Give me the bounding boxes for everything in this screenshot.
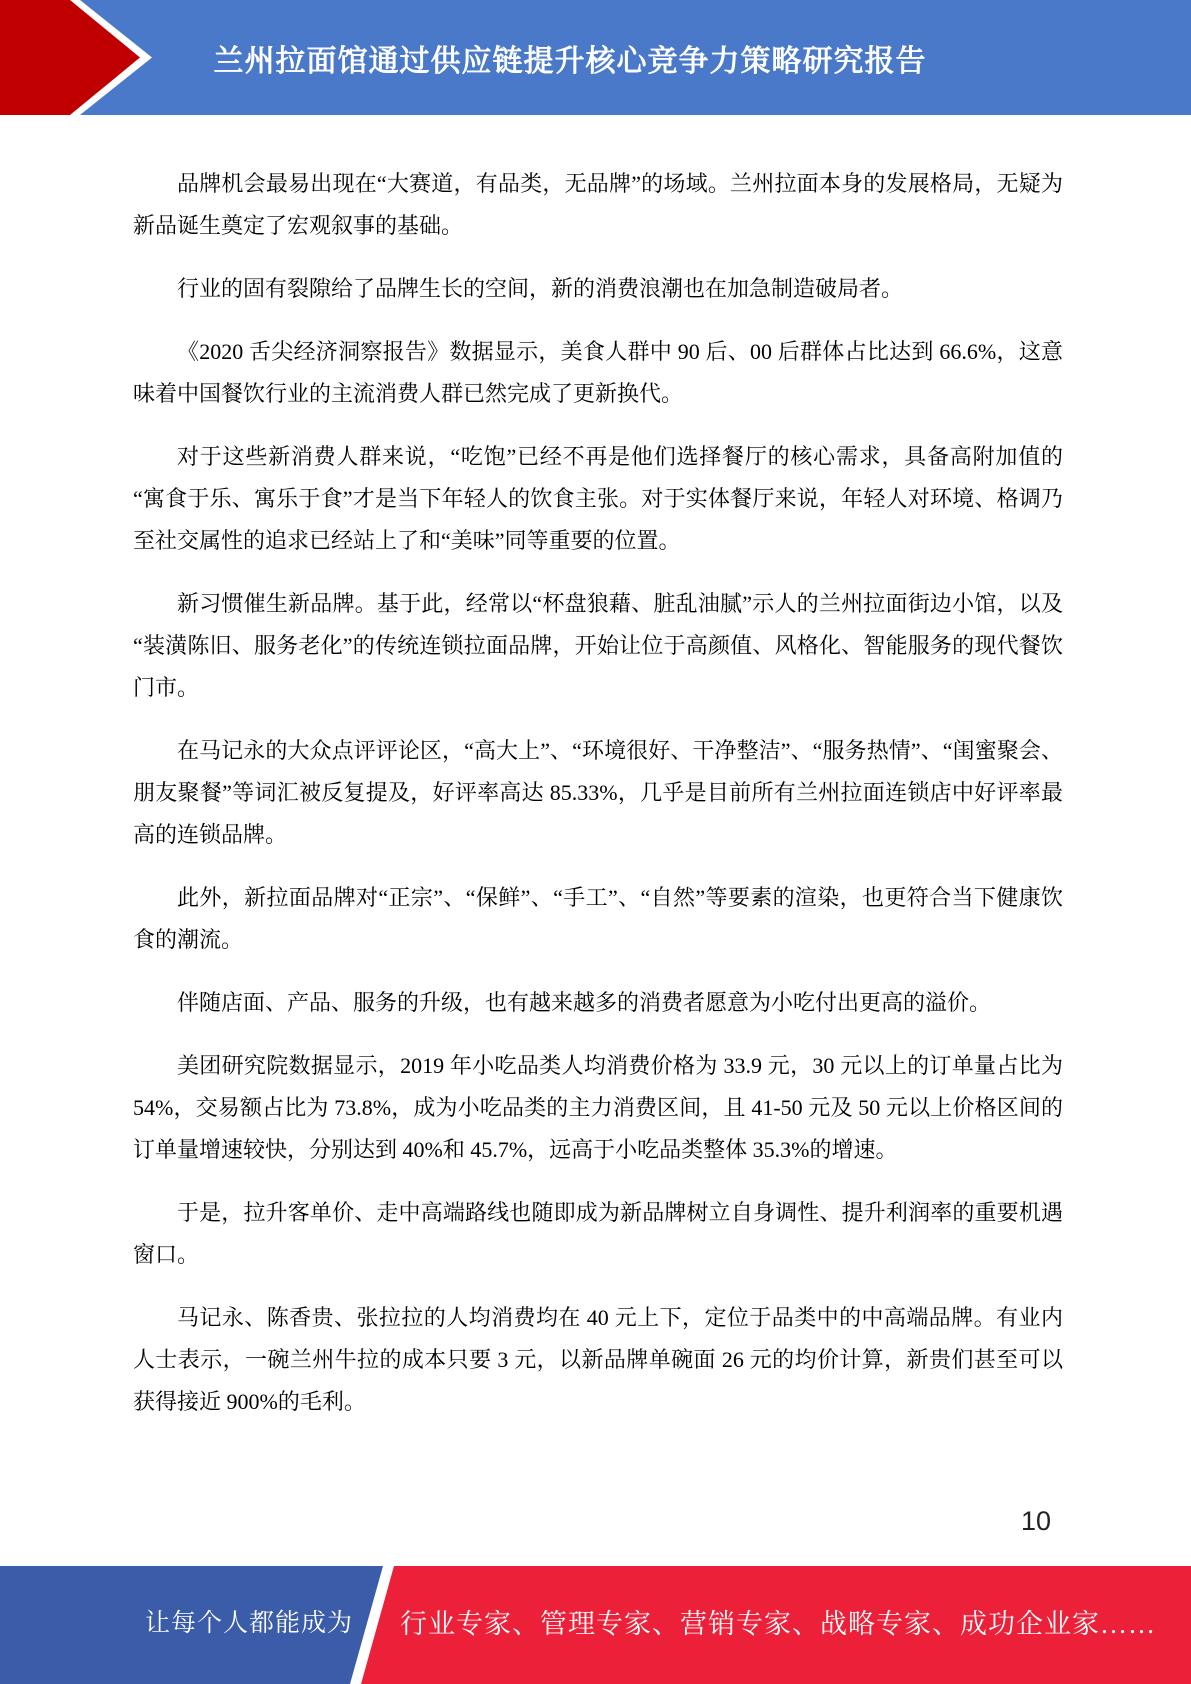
page-header-banner [0, 0, 1191, 115]
paragraph-list [133, 163, 1063, 1423]
report-title: 兰州拉面馆通过供应链提升核心竞争力策略研究报告 [213, 44, 927, 78]
body-paragraph: 《2020 舌尖经济洞察报告》数据显示，美食人群中 90 后、00 后群体占比达到 66.6%，这意味着中国餐饮行业的主流消费人群已然完成了更新换代。 [133, 339, 1063, 406]
body-paragraph: 新习惯催生新品牌。基于此，经常以“杯盘狼藉、脏乱油腻”示人的兰州拉面街边小馆，以及“装潢陈旧、服务老化”的传统连锁拉面品牌，开始让位于高颜值、风格化、智能服务的现代餐饮门市。 [133, 591, 1063, 700]
body-paragraph: 于是，拉升客单价、走中高端路线也随即成为新品牌树立自身调性、提升利润率的重要机遇窗口。 [133, 1200, 1063, 1267]
report-body [133, 115, 1063, 1444]
footer-slogan-left: 让每个人都能成为 [145, 1610, 354, 1637]
body-paragraph: 品牌机会最易出现在“大赛道，有品类，无品牌”的场域。兰州拉面本身的发展格局，无疑为新品诞生奠定了宏观叙事的基础。 [133, 171, 1063, 238]
page-footer [0, 1566, 1191, 1684]
footer-slogan-right: 行业专家、管理专家、营销专家、战略专家、成功企业家…… [400, 1608, 1156, 1639]
body-paragraph: 美团研究院数据显示，2019 年小吃品类人均消费价格为 33.9 元，30 元以上的订单量占比为 54%，交易额占比为 73.8%，成为小吃品类的主力消费区间，且 41-50 元及 50 元以上价格区间的订单量增速较快，分别达到 40%和 45.7%，远高于小吃品类整体 35.3%的增速。 [133, 1053, 1063, 1162]
body-paragraph: 在马记永的大众点评评论区，“高大上”、“环境很好、干净整洁”、“服务热情”、“闺蜜聚会、朋友聚餐”等词汇被反复提及，好评率高达 85.33%，几乎是目前所有兰州拉面连锁店中好评率最高的连锁品牌。 [133, 738, 1063, 847]
body-paragraph: 马记永、陈香贵、张拉拉的人均消费均在 40 元上下，定位于品类中的中高端品牌。有业内人士表示，一碗兰州牛拉的成本只要 3 元，以新品牌单碗面 26 元的均价计算，新贵们甚至可以获得接近 900%的毛利。 [133, 1305, 1063, 1414]
body-paragraph: 行业的固有裂隙给了品牌生长的空间，新的消费浪潮也在加急制造破局者。 [177, 276, 904, 301]
page-number: 10 [1020, 1506, 1051, 1536]
body-paragraph: 此外，新拉面品牌对“正宗”、“保鲜”、“手工”、“自然”等要素的渲染，也更符合当下健康饮食的潮流。 [133, 885, 1063, 952]
body-paragraph: 伴随店面、产品、服务的升级，也有越来越多的消费者愿意为小吃付出更高的溢价。 [177, 990, 992, 1015]
body-paragraph: 对于这些新消费人群来说，“吃饱”已经不再是他们选择餐厅的核心需求，具备高附加值的“寓食于乐、寓乐于食”才是当下年轻人的饮食主张。对于实体餐厅来说，年轻人对环境、格调乃至社交属性的追求已经站上了和“美味”同等重要的位置。 [133, 444, 1063, 553]
